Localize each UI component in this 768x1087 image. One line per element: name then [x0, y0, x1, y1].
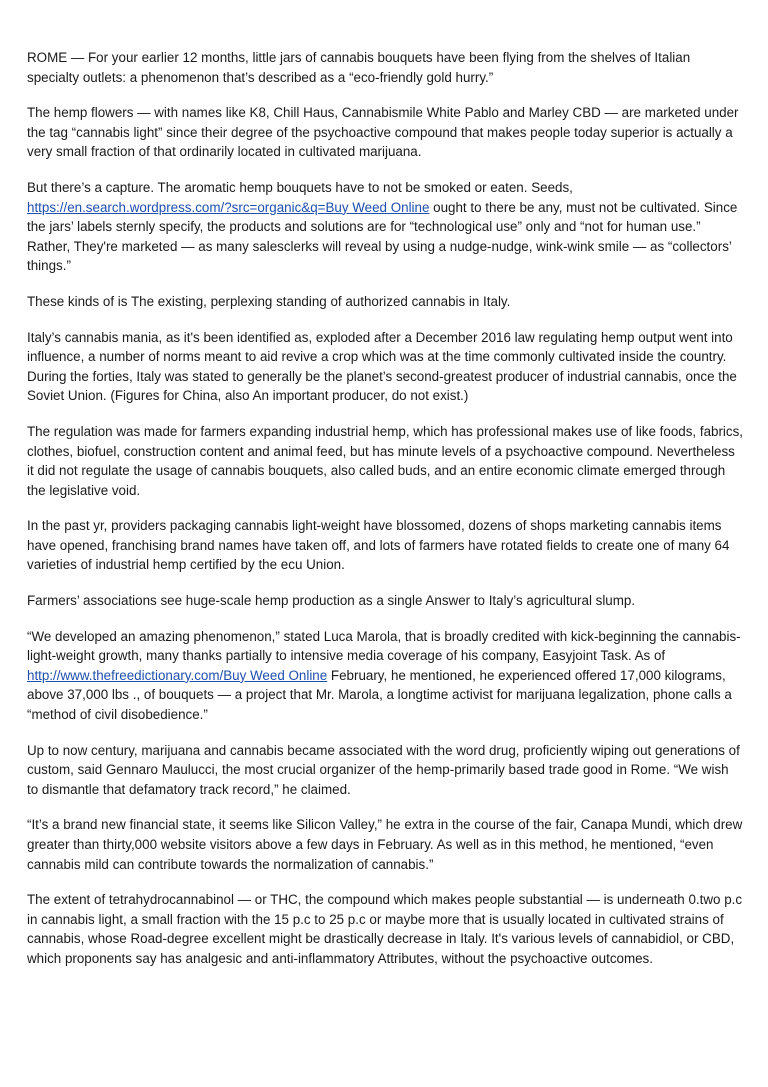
paragraph-silicon-valley: “It’s a brand new financial state, it seems like Silicon Valley,” he extra in the course of the fair, Canapa Mundi, which drew greater than thirty,000 website visitors above a few days in February. As well as in this method, he mentioned, “even cannabis mild can contribute towards the normalization of cannabis.”	[27, 817, 743, 872]
paragraph-text: “We developed an amazing phenomenon,” stated Luca Marola, that is broadly credited with kick-beginning the cannabis-light-weight growth, many thanks partially to intensive media coverage of his company, Easyjoint Task. As of	[27, 628, 741, 664]
paragraph-regulation: The regulation was made for farmers expanding industrial hemp, which has professional makes use of like foods, fabrics, clothes, biofuel, construction content and animal feed, but has minute levels of a psychoactive compound. Nevertheless it did not regulate the usage of cannabis bouquets, also called buds, and an entire economic climate emerged through the legislative void.	[27, 423, 744, 498]
paragraph-rome-intro: ROME — For your earlier 12 months, little jars of cannabis bouquets have been flying from the shelves of Italian specialty outlets: a phenomenon that’s described as a “eco-friendly gold hurry.”	[27, 50, 691, 85]
paragraph-farmers-associations: Farmers’ associations see huge-scale hemp production as a single Answer to Italy’s agricultural slump.	[27, 593, 636, 609]
paragraph-standing: These kinds of is The existing, perplexing standing of authorized cannabis in Italy.	[27, 293, 511, 309]
paragraph-marola-quote	[27, 627, 743, 725]
paragraph-past-year: In the past yr, providers packaging cannabis light-weight have blossomed, dozens of shops marketing cannabis items have opened, franchising brand names have taken off, and lots of farmers have rotated fields to create one of many 64 varieties of industrial hemp certified by the ecu Union.	[27, 518, 730, 573]
paragraph-text: But there’s a capture. The aromatic hemp bouquets have to not be smoked or eaten. Seeds,	[27, 179, 573, 195]
wordpress-search-link[interactable]: https://en.search.wordpress.com/?src=organic&q=Buy Weed Online	[27, 199, 430, 215]
paragraph-text: ought to there be any, must not be cultivated. Since the jars’ labels sternly specify, the products and solutions are for “technological use” only and “not for human use.” Rather, They're marketed — as many salesclerks will reveal by using a nudge-nudge, wink-wink smile — as “collectors’ things.”	[27, 199, 738, 274]
paragraph-past-century: Up to now century, marijuana and cannabis became associated with the word drug, proficiently wiping out generations of custom, said Gennaro Maulucci, the most crucial organizer of the hemp-primarily based trade good in Rome. “We wish to dismantle that defamatory track record,” he claimed.	[27, 742, 740, 797]
paragraph-capture	[27, 178, 743, 276]
freedictionary-link[interactable]: http://www.thefreedictionary.com/Buy Weed Online	[27, 667, 328, 683]
paragraph-text: February, he mentioned, he experienced offered 17,000 kilograms, above 37,000 lbs ., of bouquets — a project that Mr. Marola, a longtime activist for marijuana legalization, phone calls a “method of civil disobedience.”	[27, 667, 732, 723]
paragraph-cannabis-mania: Italy’s cannabis mania, as it's been identified as, exploded after a December 2016 law regulating hemp output went into influence, a number of norms meant to aid revive a crop which was at the time commonly cultivated inside the country. During the forties, Italy was stated to generally be the planet’s second-greatest producer of industrial cannabis, once the Soviet Union. (Figures for China, also An important producer, do not exist.)	[27, 329, 737, 404]
paragraph-hemp-flowers: The hemp flowers — with names like K8, Chill Haus, Cannabismile White Pablo and Marley CBD — are marketed under the tag “cannabis light” since their degree of the psychoactive compound that makes people today superior is actually a very small fraction of that ordinarily located in cultivated marijuana.	[27, 105, 739, 160]
document-page	[27, 48, 743, 985]
paragraph-thc-levels: The extent of tetrahydrocannabinol — or THC, the compound which makes people substantial — is underneath 0.two p.c in cannabis light, a small fraction with the 15 p.c to 25 p.c or maybe more that is usually located in cultivated strains of cannabis, whose Road-degree excellent might be drastically decrease in Italy. It's various levels of cannabidiol, or CBD, which proponents say has analgesic and anti-inflammatory Attributes, without the psychoactive outcomes.	[27, 892, 743, 966]
